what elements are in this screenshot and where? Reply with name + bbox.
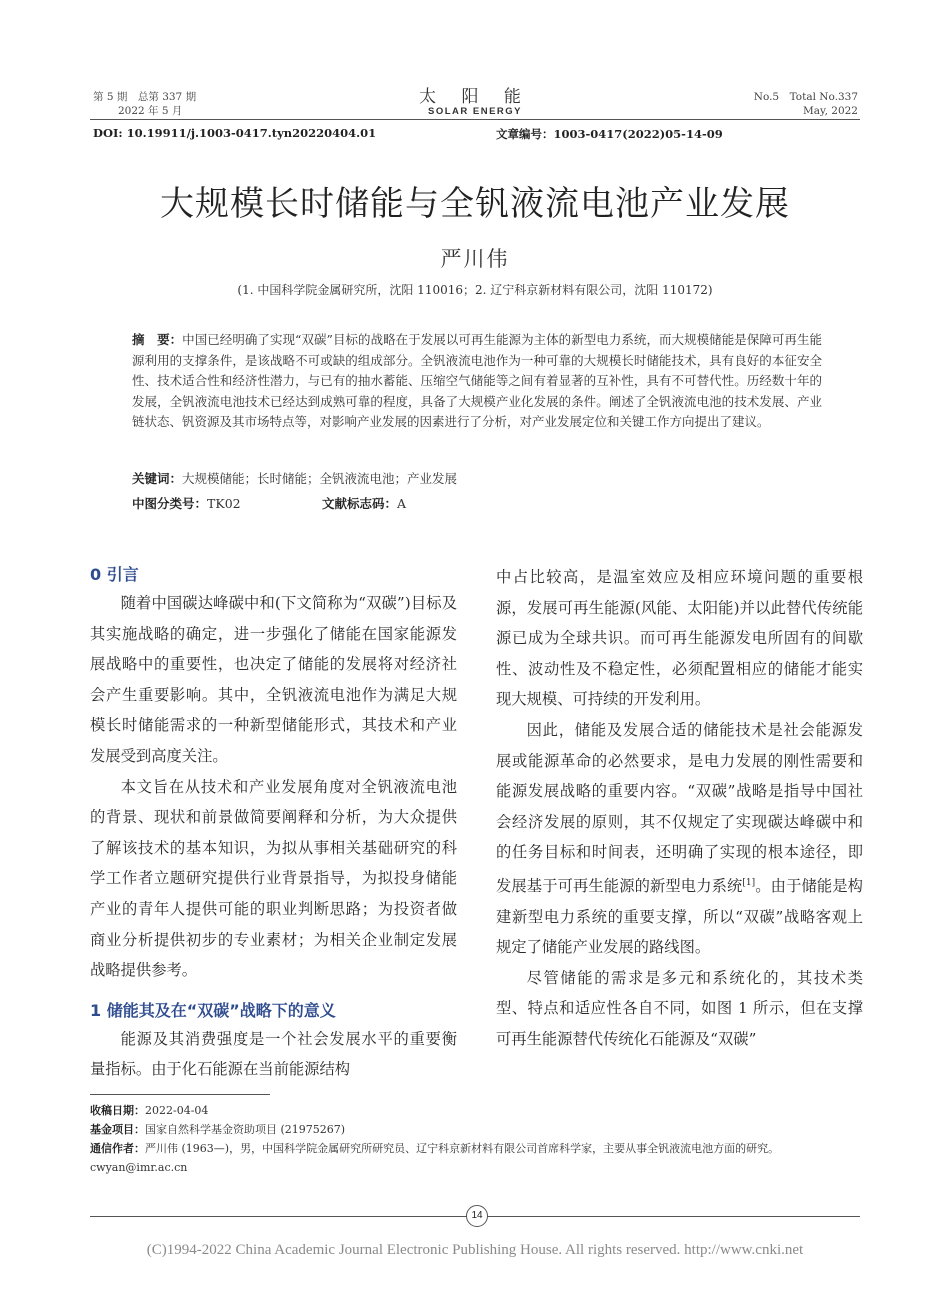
footnote-rule [90, 1094, 270, 1095]
date-en: May, 2022 [803, 105, 858, 117]
issue-en: No.5 Total No.337 [753, 91, 858, 103]
corr-value: 严川伟 (1963—)，男，中国科学院金属研究所研究员、辽宁科京新材料有限公司首席科学家，主要从事全钒液流电池方面的研究。 [145, 1142, 780, 1155]
corr-label: 通信作者： [90, 1142, 145, 1155]
doi: DOI: 10.19911/j.1003-0417.tyn20220404.01 [93, 126, 377, 140]
fund-item [90, 1120, 870, 1139]
author-email[interactable]: cwyan@imr.ac.cn [90, 1161, 188, 1174]
journal-name-cn: 太 阳 能 [419, 87, 531, 107]
right-column [496, 562, 863, 1055]
received-value: 2022-04-04 [145, 1104, 209, 1117]
author: 严川伟 [440, 247, 510, 271]
article-number: 文章编号：1003-0417(2022)05-14-09 [496, 127, 723, 141]
keywords-label: 关键词： [132, 471, 183, 486]
abstract [132, 330, 822, 433]
copyright-notice: (C)1994-2022 China Academic Journal Electronic Publishing House. All rights reserved. http://www.cnki.net [146, 1242, 804, 1258]
left-column [90, 562, 457, 1085]
paragraph-sec1-2-text: 因此，储能及发展合适的储能技术是社会能源发展或能源革命的必然要求，是电力发展的刚性需要和能源发展战略的重要内容。“双碳”战略是指导中国社会经济发展的原则，其不仅规定了实现碳达峰碳中和的任务目标和时间表，还明确了实现的根本途径，即发展基于可再生能源的新型电力系统 [496, 720, 863, 896]
section-0-title: 0 引言 [90, 565, 139, 584]
fund-value: 国家自然科学基金资助项目 (21975267) [145, 1123, 346, 1136]
reference-1[interactable]: [1] [742, 877, 756, 888]
journal-name-en: SOLAR ENERGY [427, 106, 522, 117]
paragraph-sec1-1-cont: 中占比较高，是温室效应及相应环境问题的重要根源，发展可再生能源(风能、太阳能)并以此替代传统能源已成为全球共识。而可再生能源发电所固有的间歇性、波动性及不稳定性，必须配置相应的储能才能实现大规模、可持续的开发利用。 [496, 568, 863, 709]
page-number: 14 [466, 1205, 488, 1227]
received-date [90, 1101, 870, 1120]
doc-code-value: A [397, 496, 407, 511]
paragraph-sec1-2-tail: 。由于储能是构建新型电力系统的重要支撑，所以“双碳”战略客观上规定了储能产业发展的路线图。 [496, 877, 863, 957]
paragraph-intro-1: 随着中国碳达峰碳中和(下文简称为“双碳”)目标及其实施战略的确定，进一步强化了储能在国家能源发展战略中的重要性，也决定了储能的发展将对经济社会产生重要影响。其中，全钒液流电池作为满足大规模长时储能需求的一种新型储能形式，其技术和产业发展受到高度关注。 [90, 594, 457, 765]
paragraph-intro-2: 本文旨在从技术和产业发展角度对全钒液流电池的背景、现状和前景做简要阐释和分析，为大众提供了解该技术的基本知识，为拟从事相关基础研究的科学工作者立题研究提供行业背景指导，为拟投身储能产业的青年人提供可能的职业判断思路；为投资者做商业分析提供初步的专业素材；为相关企业制定发展战略提供参考。 [90, 777, 457, 980]
date-cn: 2022 年 5 月 [118, 105, 183, 117]
abstract-label: 摘 要： [132, 332, 183, 347]
clc-value: TK02 [207, 496, 241, 511]
section-1-title: 1 储能其及在“双碳”战略下的意义 [90, 1000, 336, 1020]
keywords [132, 469, 822, 487]
paragraph-sec1-3: 尽管储能的需求是多元和系统化的，其技术类型、特点和适应性各自不同，如图 1 所示，但在支撑可再生能源替代传统化石能源及“双碳” [496, 968, 863, 1048]
header-rule [90, 119, 860, 120]
document-code [322, 494, 622, 512]
fund-label: 基金项目： [90, 1123, 145, 1136]
doc-code-label: 文献标志码： [322, 496, 398, 511]
received-label: 收稿日期： [90, 1104, 145, 1117]
clc-label: 中图分类号： [132, 496, 208, 511]
paragraph-sec1-2 [496, 715, 863, 963]
affiliation: (1. 中国科学院金属研究所，沈阳 110016；2. 辽宁科京新材料有限公司，沈阳 110172) [237, 283, 713, 297]
issue-cn: 第 5 期 总第 337 期 [93, 91, 197, 103]
footnotes [90, 1101, 870, 1177]
paper-title: 大规模长时储能与全钒液流电池产业发展 [160, 184, 790, 224]
abstract-text: 中国已经明确了实现“双碳”目标的战略在于发展以可再生能源为主体的新型电力系统，而大规模储能是保障可再生能源利用的支撑条件，是该战略不可或缺的组成部分。全钒液流电池作为一种可靠的大规模长时储能技术，具有良好的本征安全性、技术适合性和经济性潜力，与已有的抽水蓄能、压缩空气储能等之间有着显著的互补性，具有不可替代性。历经数十年的发展，全钒液流电池技术已经达到成熟可靠的程度，具备了大规模产业化发展的条件。阐述了全钒液流电池的技术发展、产业链状态、钒资源及其市场特点等，对影响产业发展的因素进行了分析，对产业发展定位和关键工作方向提出了建议。 [132, 332, 822, 430]
keywords-text: 大规模储能；长时储能；全钒液流电池；产业发展 [182, 471, 458, 486]
corresponding-author [90, 1139, 870, 1158]
paragraph-sec1-1: 能源及其消费强度是一个社会发展水平的重要衡量指标。由于化石能源在当前能源结构 [90, 1029, 457, 1079]
